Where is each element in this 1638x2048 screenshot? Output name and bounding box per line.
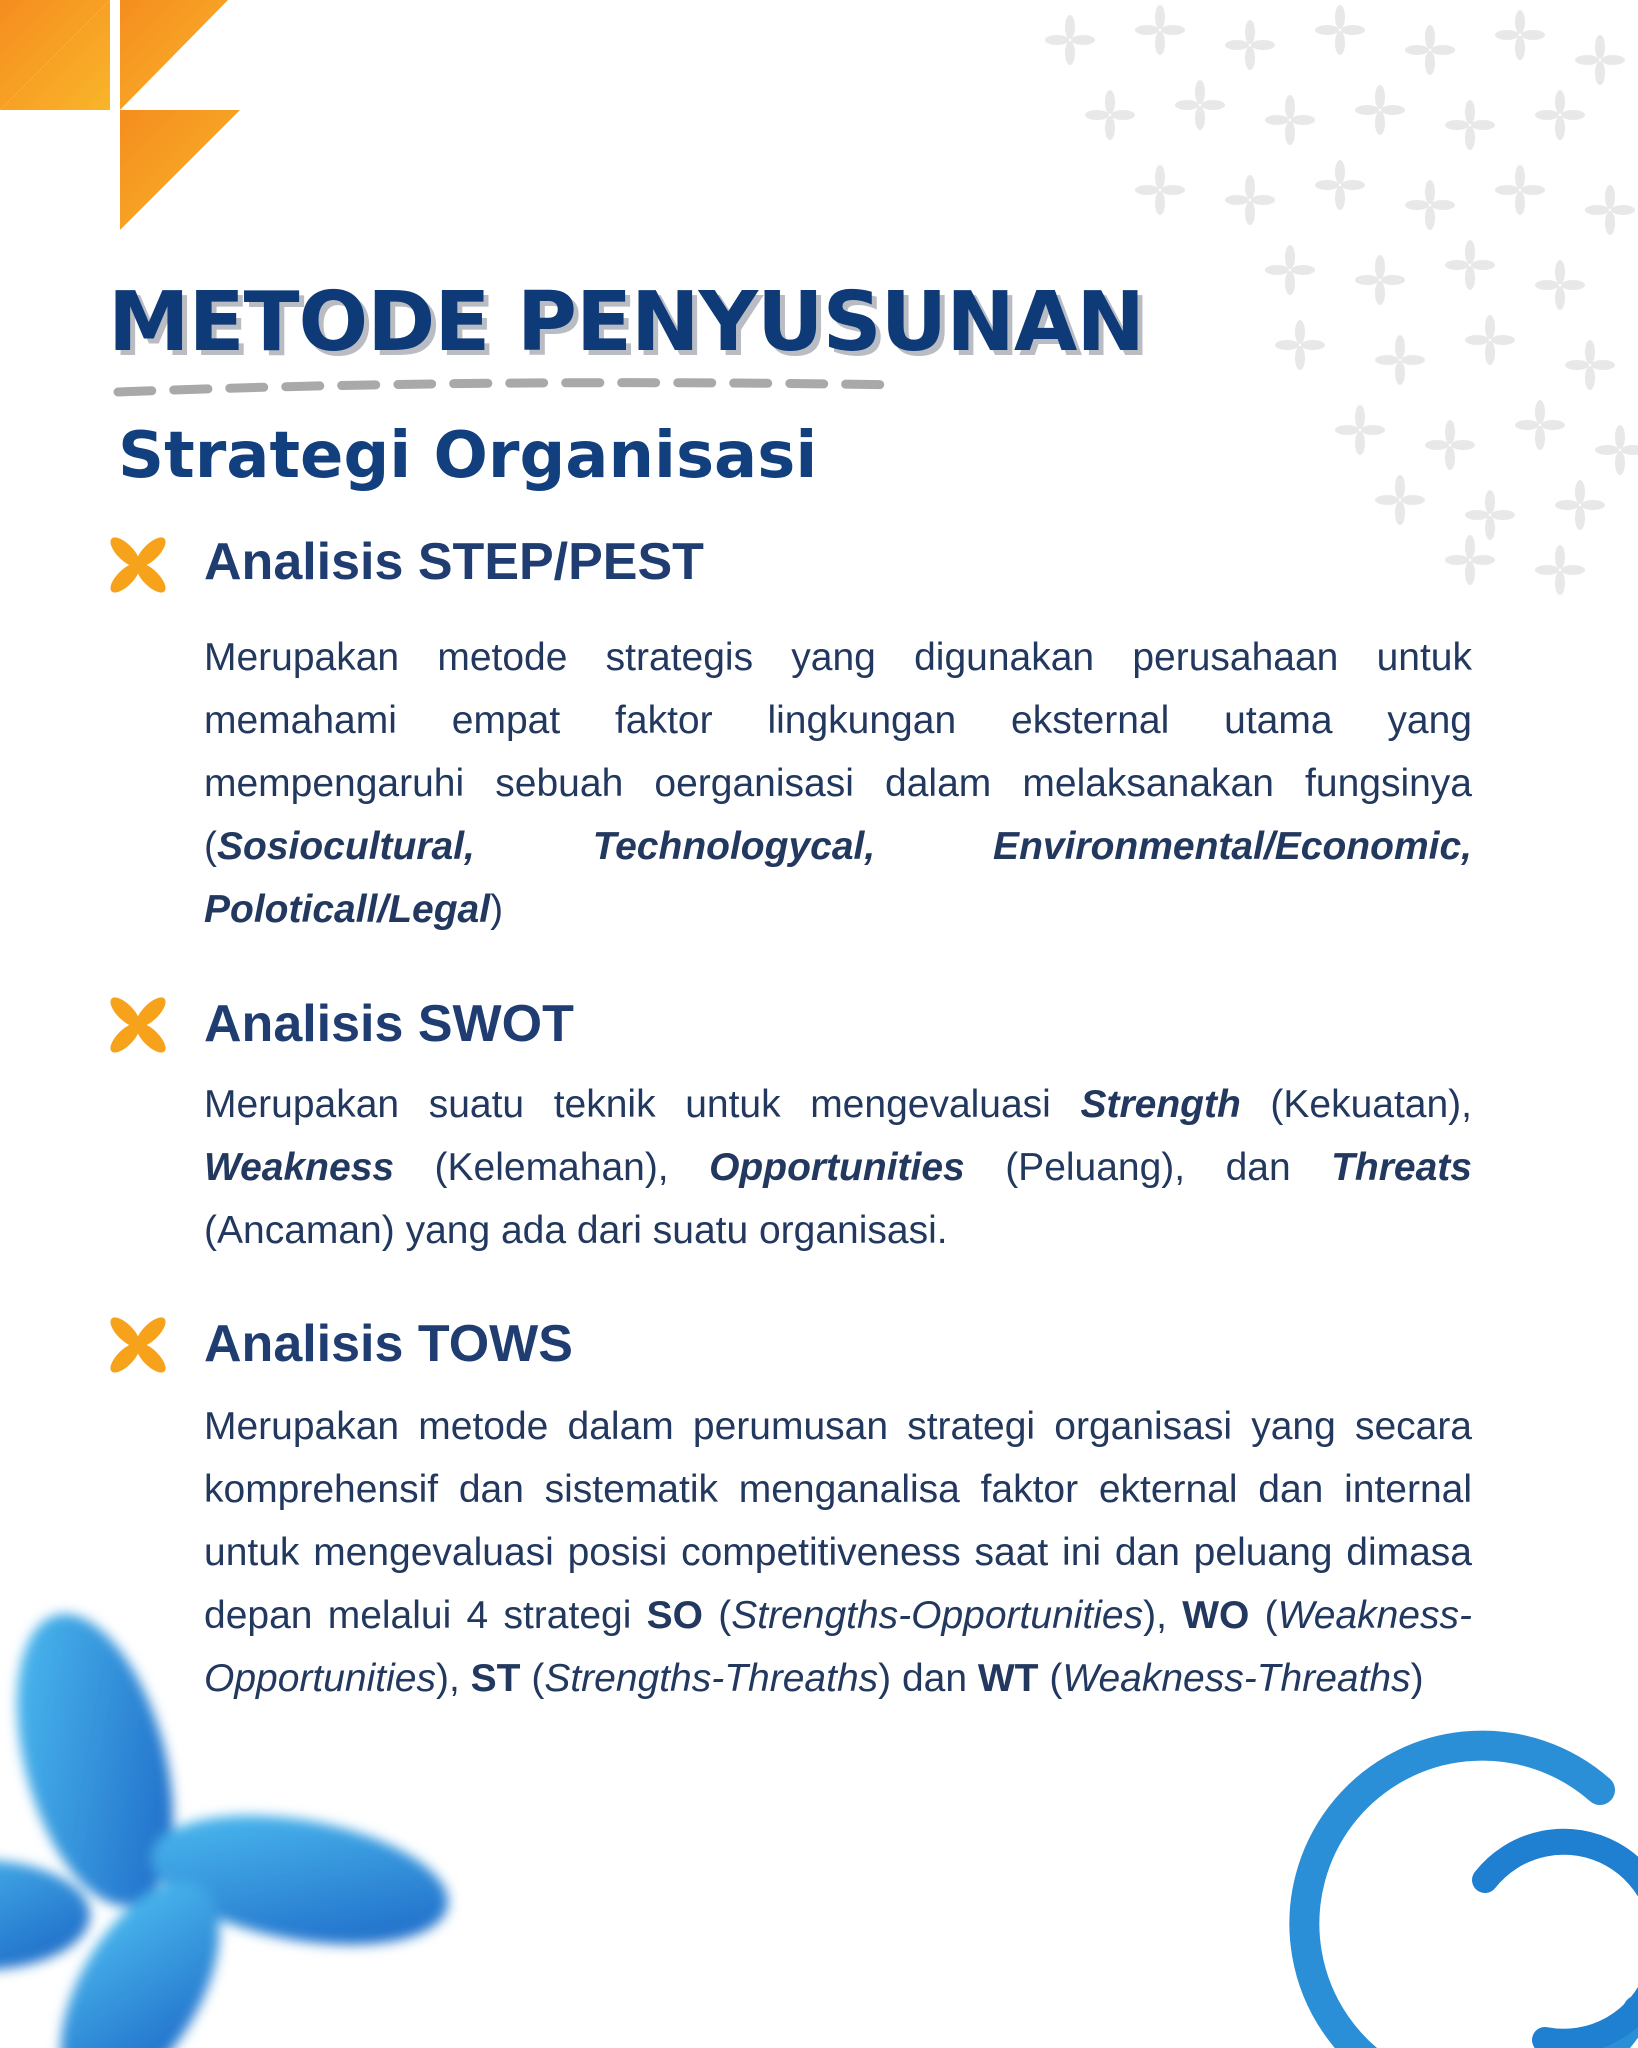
body-text: ), [435, 1657, 471, 1700]
emphasis-threats: Threats [1331, 1146, 1472, 1189]
body-text: ) [490, 888, 504, 931]
strategy-st-full: Strengths-Threaths [544, 1657, 879, 1700]
body-text: (Kelemahan), [394, 1146, 710, 1189]
section-body-step-pest [204, 626, 1472, 941]
emphasis-factors: Sosiocultural, Technologycal, Environmental/Economic, Poloticall/Legal [204, 825, 1472, 931]
strategy-so-full: Strengths-Opportunities [731, 1594, 1144, 1637]
body-text: (Kekuatan), [1240, 1083, 1472, 1126]
emphasis-weakness: Weakness [204, 1146, 395, 1189]
body-text: ( [1038, 1657, 1063, 1700]
strategy-so: SO [646, 1594, 703, 1637]
strategy-wo: WO [1182, 1594, 1250, 1637]
body-text: (Peluang), dan [964, 1146, 1332, 1189]
strategy-wt: WT [977, 1657, 1039, 1700]
section-body-swot [204, 1073, 1472, 1262]
section-heading-swot: Analisis SWOT [204, 995, 574, 1053]
body-text: Merupakan suatu teknik untuk mengevaluasi [204, 1083, 1081, 1126]
strategy-st: ST [470, 1657, 521, 1700]
strategy-wt-full: Weakness-Threaths [1062, 1657, 1411, 1700]
section-body-tows [204, 1395, 1472, 1710]
page-subtitle: Strategi Organisasi [118, 419, 818, 493]
orange-four-petal-icon [106, 993, 170, 1057]
emphasis-strength: Strength [1080, 1083, 1241, 1126]
emphasis-opportunities: Opportunities [709, 1146, 965, 1189]
title-dashed-underline [118, 383, 900, 392]
body-text: ), [1143, 1594, 1183, 1637]
orange-triangles-decoration [0, 0, 240, 230]
body-text: ) dan [878, 1657, 978, 1700]
orange-four-petal-icon [106, 533, 170, 597]
body-text: (Ancaman) yang ada dari suatu organisasi. [204, 1209, 948, 1252]
orange-four-petal-icon [106, 1313, 170, 1377]
section-heading-tows: Analisis TOWS [204, 1315, 573, 1373]
body-text: Merupakan metode dalam perumusan strategi organisasi yang secara komprehensif dan sistematik menganalisa faktor ekternal dan internal untuk mengevaluasi posisi competitiveness saat ini dan peluang dimasa depan melalui 4 strategi [204, 1405, 1472, 1637]
body-text: ) [1410, 1657, 1424, 1700]
ring-logo [1304, 1746, 1638, 2048]
strategy-wo-full: Weakness-Opportunities [204, 1594, 1472, 1700]
section-heading-step-pest: Analisis STEP/PEST [204, 533, 704, 591]
body-text: Merupakan metode strategis yang digunakan perusahaan untuk memahami empat faktor lingkungan eksternal utama yang mempengaruhi sebuah oerganisasi dalam melaksanakan fungsinya ( [204, 636, 1472, 868]
body-text: ( [520, 1657, 545, 1700]
page-title: METODE PENYUSUNAN [108, 275, 1144, 370]
body-text: ( [1249, 1594, 1278, 1637]
body-text: ( [702, 1594, 732, 1637]
